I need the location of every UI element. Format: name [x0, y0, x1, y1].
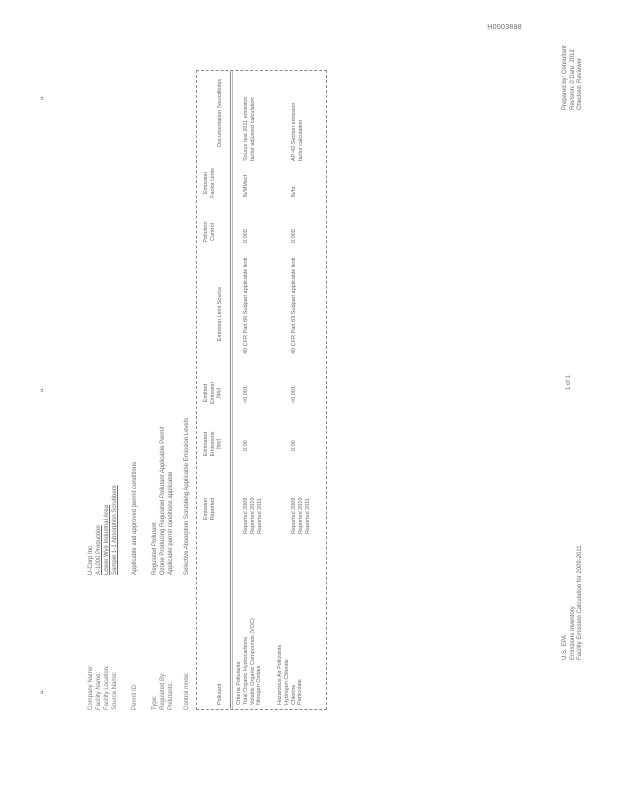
pollutant-cell: Volatile Organic Compounds (VOC): [249, 618, 256, 705]
section-label: Pollutants:: [168, 681, 174, 710]
header-rule: [232, 71, 233, 709]
header-label: Facility Name:: [96, 671, 102, 710]
emitted-cell: <0.001: [291, 386, 297, 403]
footer-left: [562, 545, 585, 660]
table-row: [277, 595, 304, 705]
limit-source-cell: 40 CFR Part 60 Subpart applicable limit: [243, 257, 249, 354]
header-label: Company Name:: [88, 664, 94, 710]
document-id: H0003888: [487, 24, 522, 31]
permit-value: Applicable and approved permit conditions: [132, 461, 138, 575]
pollutant-cell: Hydrogen Chloride: [283, 659, 290, 705]
header-value: U-Corp Inc: [88, 545, 94, 575]
doc-source-cell: AP-42 Section emission factor calculation: [291, 102, 304, 161]
footer-line: Facility Emission Calculation for 2009-2011: [577, 545, 583, 660]
table-header: Notes: [217, 78, 223, 94]
pollutant-cell: Total Organic Hydrocarbons: [242, 636, 249, 705]
reported-year: Reported 2011: [304, 498, 311, 534]
emitted-cell: <0.001: [243, 386, 249, 403]
punch-mark: “: [39, 388, 51, 392]
permit-label: Permit ID:: [132, 683, 138, 710]
doc-source-cell: Source test 2011 emission factor adjusted calculation: [243, 96, 256, 161]
pollutant-cell: Nitrogen Oxides: [256, 665, 263, 705]
reported-year: Reported 2010: [249, 497, 256, 534]
limit-source-cell: 40 CFR Part 63 Subpart applicable limit: [291, 257, 297, 354]
reported-cell: [291, 479, 311, 534]
control-cell: 0.000: [243, 229, 249, 243]
footer-line: Checked: Reviewer: [577, 57, 583, 110]
header-value: Sample 1-1 Absorption Scrubbers: [112, 485, 118, 575]
footer-line: Prepared by: Consultant: [562, 45, 568, 110]
header-value: Lower Wye Industrial Area: [104, 505, 110, 575]
factor-units-cell: lb/hr: [291, 186, 297, 197]
header-rule: [230, 71, 231, 709]
estimated-cell: 0.00: [243, 440, 249, 451]
footer-line: Emissions Inventory: [569, 606, 576, 660]
table-header: Documentation Source: [217, 91, 223, 147]
pollutant-cell: Chlorine: [290, 684, 297, 705]
table-row: [236, 595, 263, 705]
table-header: Estimated Emissions (tpy): [203, 431, 222, 457]
table-header: Emission Factor Units: [203, 168, 216, 198]
table-header: Pollutant: [217, 683, 223, 705]
table-header: Emission Limit Source: [217, 286, 223, 342]
section-label: Regulated By:: [160, 672, 166, 710]
section-label: Type:: [152, 695, 158, 710]
reported-cell: [243, 479, 263, 534]
pollutant-cell: Hazardous Air Pollutants: [277, 644, 283, 705]
pollutant-cell: Particulate: [297, 679, 304, 705]
section-value: Regulated Pollutant: [152, 522, 158, 575]
factor-units-cell: lb/MMscf: [243, 175, 249, 197]
header-value: A-1000 Production: [96, 525, 102, 575]
footer-line: Revision: 0 Date: 2012: [569, 49, 576, 110]
reported-year: Reported 2009: [243, 497, 249, 534]
reported-year: Reported 2009: [291, 497, 297, 534]
control-value: Selective Absorption Scrubbing Applicable Emission Levels: [184, 417, 190, 575]
footer-right: [562, 45, 585, 110]
table-header: Emission Reported: [203, 497, 216, 521]
section-value: Ozone Producing Regulated Pollutant Applicable Permit: [160, 426, 166, 575]
section-value: Applicable permit conditions applicable: [168, 471, 174, 575]
header-label: Source Name:: [112, 671, 118, 710]
control-cell: 0.000: [291, 229, 297, 243]
control-label: Control mode:: [184, 672, 190, 710]
table-header: Emitted Emission (tpy): [203, 381, 222, 405]
footer-line: U.S. EPA: [562, 635, 568, 660]
punch-mark: “: [39, 690, 51, 694]
header-label: Facility Location:: [104, 665, 110, 710]
punch-mark: “: [39, 96, 51, 100]
reported-year: Reported 2011: [256, 498, 263, 534]
emissions-table: [196, 70, 327, 710]
footer-page-number: 1 of 1: [566, 374, 572, 390]
estimated-cell: 0.00: [291, 440, 297, 451]
pollutant-cell: Criteria Pollutants: [236, 661, 242, 705]
table-header: Pollution Control: [203, 221, 216, 243]
reported-year: Reported 2010: [297, 497, 304, 534]
